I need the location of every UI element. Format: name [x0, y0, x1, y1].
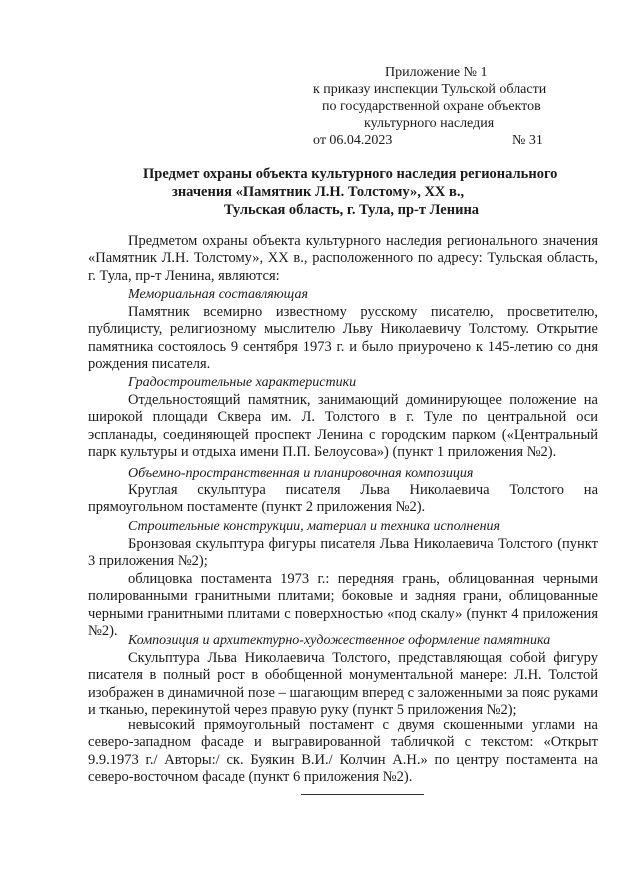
- intro-paragraph: Предметом охраны объекта культурного наследия регионального значения «Памятник Л.Н. Толстому», XX в., расположенного по адресу: Тульская область, г. Тула, пр-т Ленина, являются:: [88, 233, 598, 284]
- section-heading-composition: Объемно-пространственная и планировочная композиция: [128, 466, 474, 481]
- document-title-line2: значения «Памятник Л.Н. Толстому», XX в.,: [172, 184, 465, 200]
- document-title-line1: Предмет охраны объекта культурного наследия регионального: [143, 166, 558, 182]
- section-paragraph: Скульптура Льва Николаевича Толстого, представляющая собой фигуру писателя в полный рост в обобщенной монументальной манере: Л.Н. Толстой изображен в динамичной позе – шагающим вперед с заложенными за пояс руками и тканью, перекинутой через правую руку (пункт 5 приложения №2);: [88, 650, 598, 719]
- section-heading-architecture: Композиция и архитектурно-художественное оформление памятника: [128, 633, 551, 648]
- section-paragraph: Памятник всемирно известному русскому писателю, просветителю, публицисту, религиозному мыслителю Льву Николаевичу Толстому. Открытие памятника состоялось 9 сентября 1973 г. и было приурочено к 145-летию со дня рождения писателя.: [88, 304, 598, 373]
- appendix-title: Приложение № 1: [385, 65, 488, 80]
- agency-line-2: культурного наследия: [364, 116, 495, 131]
- section-paragraph: Бронзовая скульптура фигуры писателя Льва Николаевича Толстого (пункт 3 приложения №2);: [88, 536, 598, 570]
- order-number: № 31: [512, 133, 543, 148]
- order-reference: к приказу инспекции Тульской области: [313, 82, 547, 97]
- section-paragraph: облицовка постамента 1973 г.: передняя грань, облицованная черными полированными гранитными плитами; боковые и задняя грани, облицованные черными гранитными плитами с поверхностью «под скалу» (пункт 4 приложения №2).: [88, 571, 598, 640]
- section-paragraph: невысокий прямоугольный постамент с двумя скошенными углами на северо-западном фасаде и выгравированной табличкой с текстом: «Открыт 9.9.1973 г./ Авторы:/ ск. Буякин В.И./ Колчин А.Н.» по центру постамента на северо-восточном фасаде (пункт 6 приложения №2).: [88, 717, 598, 786]
- section-heading-memorial: Мемориальная составляющая: [128, 287, 309, 302]
- closing-rule: [301, 794, 424, 795]
- section-paragraph: Отдельностоящий памятник, занимающий доминирующее положение на широкой площади Сквера им. Л. Толстого в г. Туле по центральной оси эспланады, соединяющей проспект Ленина с городским парком («Центральный парк культуры и отдыха имени П.П. Белоусова») (пункт 1 приложения №2).: [88, 392, 598, 461]
- section-heading-urban: Градостроительные характеристики: [128, 375, 357, 390]
- section-heading-construction: Строительные конструкции, материал и техника исполнения: [128, 519, 501, 534]
- section-paragraph: Круглая скульптура писателя Льва Николаевича Толстого на прямоугольном постаменте (пункт 2 приложения №2).: [88, 482, 598, 516]
- agency-line: по государственной охране объектов: [322, 99, 541, 114]
- document-title-line3: Тульская область, г. Тула, пр-т Ленина: [224, 202, 480, 218]
- order-date: от 06.04.2023: [313, 133, 393, 148]
